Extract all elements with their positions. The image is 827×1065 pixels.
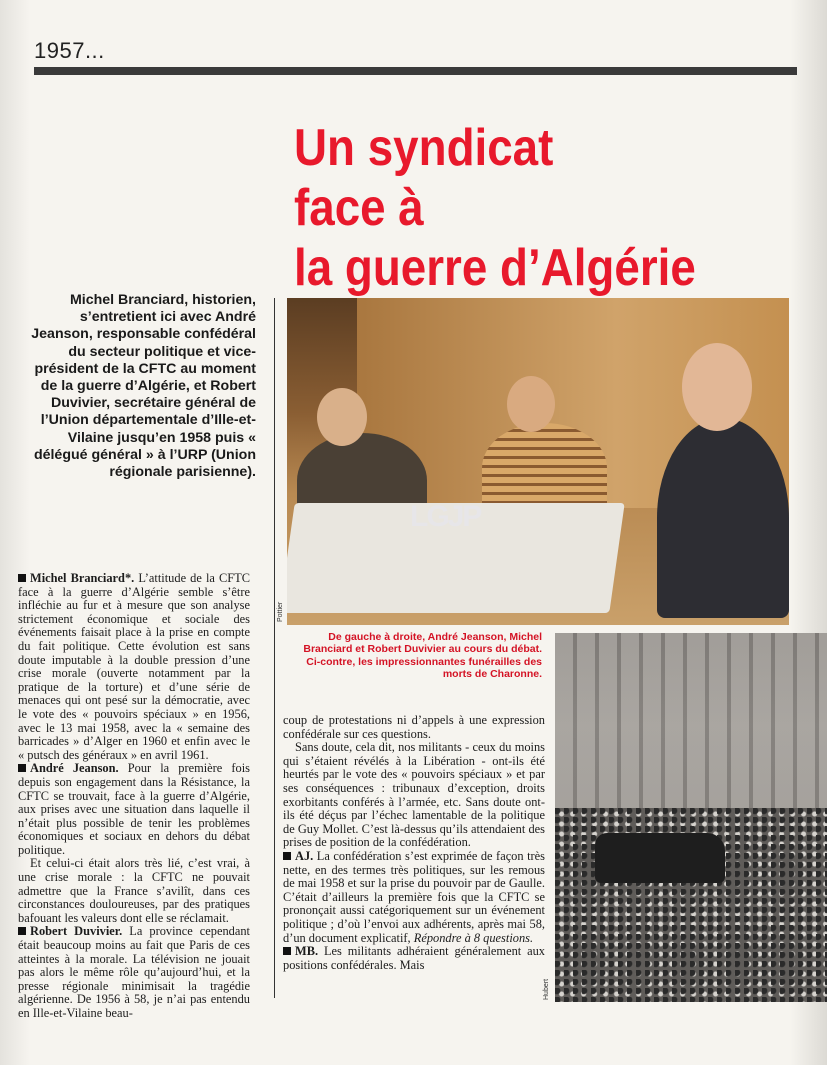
article-column-1 [18,572,250,1021]
speaker-name: André Jeanson. [30,761,119,776]
header-rule [34,67,797,75]
column-rule [274,298,275,998]
watermark-logo: LGJP [410,500,481,533]
paragraph-text: La confédération s’est exprimée de façon très nette, en des termes très politiques, sur les remous de mai 1958 et sur la prise du pouvoir par de Gaulle. C’était d’ailleurs la première fois que la CFTC se prononçait aussi catégoriquement sur un événement politique ; d’où l’envoi aux adhérents, après mai 58, d’un document explicatif, [283,848,545,945]
headline [294,118,696,298]
bullet-square-icon [18,574,26,582]
speaker-name: MB. [295,944,319,959]
paragraph [283,945,545,972]
paragraph-text: L’attitude de la CFTC face à la guerre d’Algérie semble s’être infléchie au fur et à mesure que son analyse strictement économique et sociale des événements faisait place à la prise en compte du fait politique. Cette évolution est sans doute imputable à la double pression d’une crise morale (ouverte notamment par la pratique de la torture) et d’une série de menaces qui ont pesé sur la démocratie, avec le vote des « pouvoirs spéciaux » en 1956, avec le 13 mai 1958, avec la « semaine des barricades » d’Alger en 1960 et enfin avec le « putsch des généraux » en avril 1961. [18,571,250,762]
issue-year: 1957... [34,38,105,63]
paragraph-text: Sans doute, cela dit, nos militants - ceux du moins qui s’étaient révélés à la Libération - ont-ils été heurtés par le vote des « pouvoirs spéciaux » et par ses conséquences : tribunaux d’exception, droits exorbitants conférés à l’armée, etc. Sans doute ont-ils été déçus par l’échec lamentable de la politique de Guy Mollet. C’est là-dessus qu’ils attendaient des prises de position de la confédération. [283,740,545,850]
paragraph [18,572,250,762]
bullet-square-icon [283,852,291,860]
headline-line-2: face à [294,179,424,237]
person-middle-head [507,376,555,432]
bullet-square-icon [18,764,26,772]
paragraph-text: coup de protestations ni d’appels à une expression confédérale sur ces questions. [283,713,545,741]
paragraph [283,714,545,741]
person-right-head [682,343,752,431]
photo-caption: De gauche à droite, André Jeanson, Michel Branciard et Robert Duvivier au cours du débat. Ci-contre, les impressionnantes funérailles des morts de Charonne. [303,631,542,681]
paragraph-text: La province cependant était beaucoup moins au fait que Paris de ces atteintes à la morale. La télévision ne jouait pas alors le même rôle qu’aujourd’hui, et la presse régionale minimisait la tragédie algérienne. De 1956 à 58, je n’ai pas entendu en Ille-et-Vilaine beau- [18,924,250,1020]
speaker-name: AJ. [295,848,314,863]
person-left-head [317,388,367,446]
speaker-name: Robert Duvivier. [30,924,123,939]
headline-line-1: Un syndicat [294,119,554,177]
headline-line-3: la guerre d’Algérie [294,239,696,297]
photo-credit-2: Hubert [543,978,550,1000]
paragraph [283,850,545,945]
article-column-2 [283,714,545,972]
document-title: Répondre à 8 questions. [413,930,534,945]
person-middle [482,423,607,513]
paragraph [18,925,250,1020]
paragraph [18,857,250,925]
paragraph-text: Pour la première fois depuis son engagement dans la Résistance, la CFTC se trouvait, face à la guerre d’Algérie, aux prises avec une situation dans laquelle il n’était plus possible de tenir les problèmes économiques et sociaux en dehors du débat politique. [18,761,250,857]
paragraph-text: Les militants adhéraient généralement aux positions confédérales. Mais [283,944,545,972]
paragraph [18,762,250,857]
person-right [657,418,789,618]
intro-standfirst: Michel Branciard, historien, s’entretient ici avec André Jeanson, responsable confédéral du secteur politique et vice-président de la CFTC au moment de la guerre d’Algérie, et Robert Duvivier, secrétaire général de l’Union départementale d’Ille-et-Vilaine jusqu’en 1958 puis « délégué général » à l’URP (Union régionale parisienne). [31,292,256,481]
paragraph-text: Et celui-ci était alors très lié, c’est vrai, à une crise morale : la CFTC ne pouvait admettre que la France s’avilît, dans ces circonstances douloureuses, par des pratiques bafouant les valeurs dont elle se réclamait. [18,856,250,925]
photo-credit-1: Pottier [277,601,284,622]
speaker-name: Michel Branciard*. [30,571,135,585]
bullet-square-icon [283,947,291,955]
debate-photo [287,298,789,625]
bullet-square-icon [18,927,26,935]
paragraph [283,741,545,850]
photo-hearse [595,833,725,883]
funeral-photo [555,633,827,1002]
photo-buildings [555,633,827,813]
